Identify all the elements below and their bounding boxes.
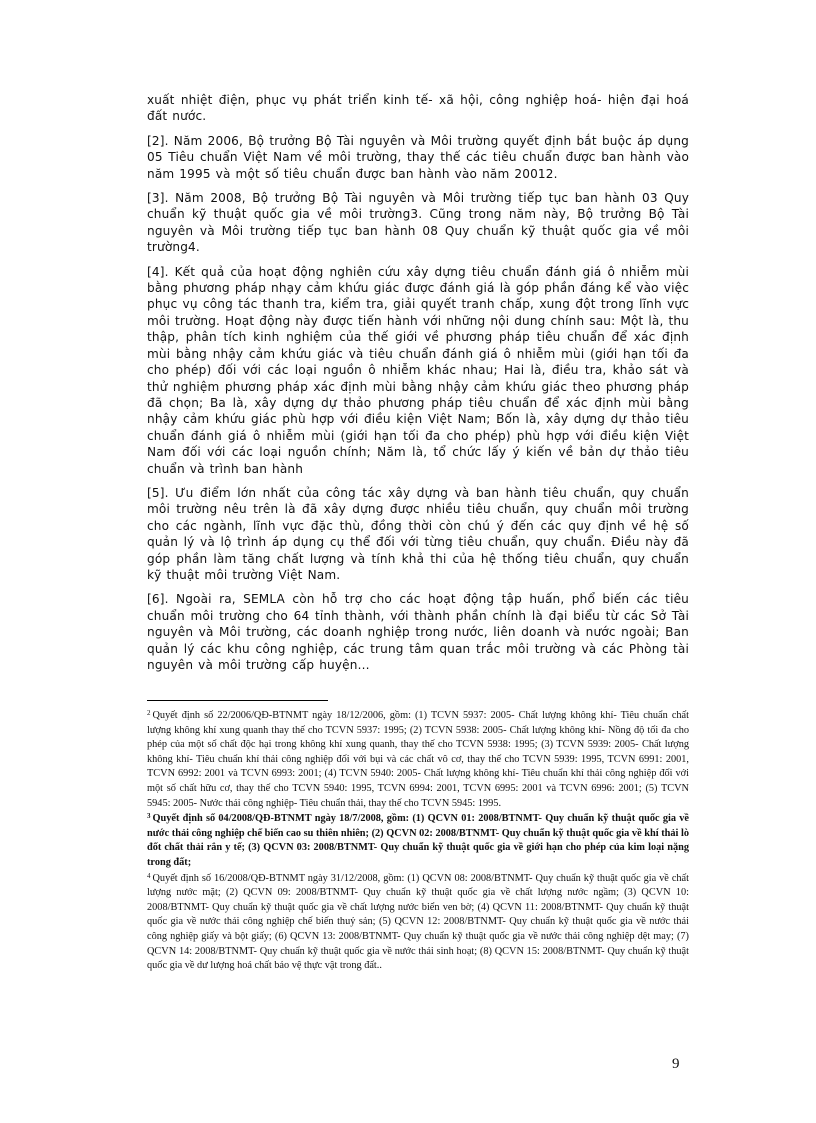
paragraph-continuation: xuất nhiệt điện, phục vụ phát triển kinh tế- xã hội, công nghiệp hoá- hiện đại hoá đất nước. (147, 93, 689, 124)
footnote-4 (147, 872, 689, 974)
footnotes (147, 709, 689, 975)
paragraph-3: [3]. Năm 2008, Bộ trưởng Bộ Tài nguyên và Môi trường tiếp tục ban hành 03 Quy chuẩn kỹ thuật quốc gia về môi trường3. Cũng trong năm này, Bộ trưởng Bộ Tài nguyên và Môi trường tiếp tục ban hành 08 Quy chuẩn kỹ thuật quốc gia về môi trường4. (147, 191, 689, 255)
footnote-separator (147, 700, 328, 701)
footnote-2 (147, 709, 689, 811)
footnote-marker: 4 (147, 871, 151, 880)
footnote-marker: 3 (147, 812, 151, 821)
body-text (147, 92, 689, 681)
paragraph-4: [4]. Kết quả của hoạt động nghiên cứu xây dựng tiêu chuẩn đánh giá ô nhiễm mùi bằng phương pháp nhạy cảm khứu giác được đánh giá là góp phần đáng kể vào việc phục vụ công tác thanh tra, kiểm tra, giải quyết tranh chấp, xung đột trong lĩnh vực môi trường. Hoạt động này được tiến hành với những nội dung chính sau: Một là, thu thập, phân tích kinh nghiệm của thế giới về phương pháp tiêu chuẩn để xác định mùi bằng nhậy cảm khứu giác và tiêu chuẩn đánh giá ô nhiễm mùi (giới hạn tối đa cho phép) đối với các loại nguồn ô nhiễm khác nhau; Hai là, điều tra, khảo sát và thử nghiệm phương pháp xác định mùi bằng nhậy cảm khứu giác theo phương pháp đã chọn; Ba là, xây dựng dự thảo phương pháp tiêu chuẩn để xác định mùi bằng nhậy cảm khứu giác phù hợp với điều kiện Việt Nam; Bốn là, xây dựng dự thảo tiêu chuẩn đánh giá ô nhiễm mùi (giới hạn tối đa cho phép) phù hợp với điều kiện Việt Nam đối với các loại nguồn chính; Năm là, tổ chức lấy ý kiến về bản dự thảo tiêu chuẩn và trình ban hành (147, 264, 689, 476)
page-number: 9 (672, 1056, 680, 1072)
paragraph-5: [5]. Ưu điểm lớn nhất của công tác xây dựng và ban hành tiêu chuẩn, quy chuẩn môi trường nêu trên là đã xây dựng được nhiều tiêu chuẩn, quy chuẩn môi trường cho các ngành, lĩnh vực đặc thù, đồng thời còn chú ý đến các quy định về hệ số quản lý và lộ trình áp dụng cụ thể đối với từng tiêu chuẩn, quy chuẩn. Điều này đã góp phần làm tăng chất lượng và tính khả thi của hệ thống tiêu chuẩn, quy chuẩn kỹ thuật môi trường Việt Nam. (147, 485, 689, 582)
footnote-3 (147, 812, 689, 870)
footnote-text: Quyết định số 16/2008/QĐ-BTNMT ngày 31/12/2008, gồm: (1) QCVN 08: 2008/BTNMT- Quy chuẩn kỹ thuật quốc gia về chất lượng nước mặt; (2) QCVN 09: 2008/BTNMT- Quy chuẩn kỹ thuật quốc gia về chất lượng nước ngầm; (3) QCVN 10: 2008/BTNMT- Quy chuẩn kỹ thuật quốc gia về chất lượng nước biển ven bờ; (4) QCVN 11: 2008/BTNMT- Quy chuẩn kỹ thuật quốc gia về nước thải công nghiệp chế biến thuỷ sản; (5) QCVN 12: 2008/BTNMT- Quy chuẩn kỹ thuật quốc gia về nước thải công nghiệp giấy và bột giấy; (6) QCVN 13: 2008/BTNMT- Quy chuẩn kỹ thuật quốc gia về nước thải công nghiệp dệt may; (7) QCVN 14: 2008/BTNMT- Quy chuẩn kỹ thuật quốc gia về nước thải sinh hoạt; (8) QCVN 15: 2008/BTNMT- Quy chuẩn kỹ thuật quốc gia về dư lượng hoá chất bảo vệ thực vật trong đất.. (147, 872, 689, 972)
paragraph-6: [6]. Ngoài ra, SEMLA còn hỗ trợ cho các hoạt động tập huấn, phổ biến các tiêu chuẩn môi trường cho 64 tỉnh thành, với thành phần chính là đại biểu từ các Sở Tài nguyên và Môi trường, các doanh nghiệp trong nước, liên doanh và nước ngoài; Ban quản lý các khu công nghiệp, các trung tâm quan trắc môi trường và các Phòng tài nguyên và môi trường cấp huyện… (147, 592, 689, 672)
footnote-text: Quyết định số 04/2008/QĐ-BTNMT ngày 18/7/2008, gồm: (1) QCVN 01: 2008/BTNMT- Quy chuẩn kỹ thuật quốc gia về nước thải công nghiệp chế biến cao su thiên nhiên; (2) QCVN 02: 2008/BTNMT- Quy chuẩn kỹ thuật quốc gia về khí thải lò đốt chất thải rắn y tế; (3) QCVN 03: 2008/BTNMT- Quy chuẩn kỹ thuật quốc gia về giới hạn cho phép của kim loại nặng trong đất; (147, 813, 689, 868)
footnote-text: Quyết định số 22/2006/QĐ-BTNMT ngày 18/12/2006, gồm: (1) TCVN 5937: 2005- Chất lượng không khí- Tiêu chuẩn chất lượng không khí xung quanh thay thế cho TCVN 5937: 1995; (2) TCVN 5938: 2005- Chất lượng không khí- Nồng độ tối đa cho phép của một số chất độc hại trong không khí xung quanh, thay thế cho TCVN 5938: 1995; (3) TCVN 5939: 2005- Chất lượng không khí- Tiêu chuẩn khí thải công nghiệp đối với bụi và các chất vô cơ, thay thế cho TCVN 5939: 1995, TCVN 6991: 2001, TCVN 6992: 2001 và TCVN 6993: 2001; (4) TCVN 5940: 2005- Chất lượng không khí- Tiêu chuẩn khí thải công nghiệp đối với một số chất hữu cơ, thay thế cho TCVN 5940: 1995, TCVN 6994: 2001, TCVN 6995: 2001 và TCVN 6996: 2001; (5) TCVN 5945: 2005- Nước thải công nghiệp- Tiêu chuẩn thải, thay thế cho TCVN 5945: 1995. (147, 710, 689, 809)
footnote-marker: 2 (147, 709, 151, 717)
paragraph-2: [2]. Năm 2006, Bộ trưởng Bộ Tài nguyên và Môi trường quyết định bắt buộc áp dụng 05 Tiêu chuẩn Việt Nam về môi trường, thay thế các tiêu chuẩn được ban hành vào năm 1995 và một số tiêu chuẩn được ban hành vào năm 20012. (147, 133, 689, 181)
